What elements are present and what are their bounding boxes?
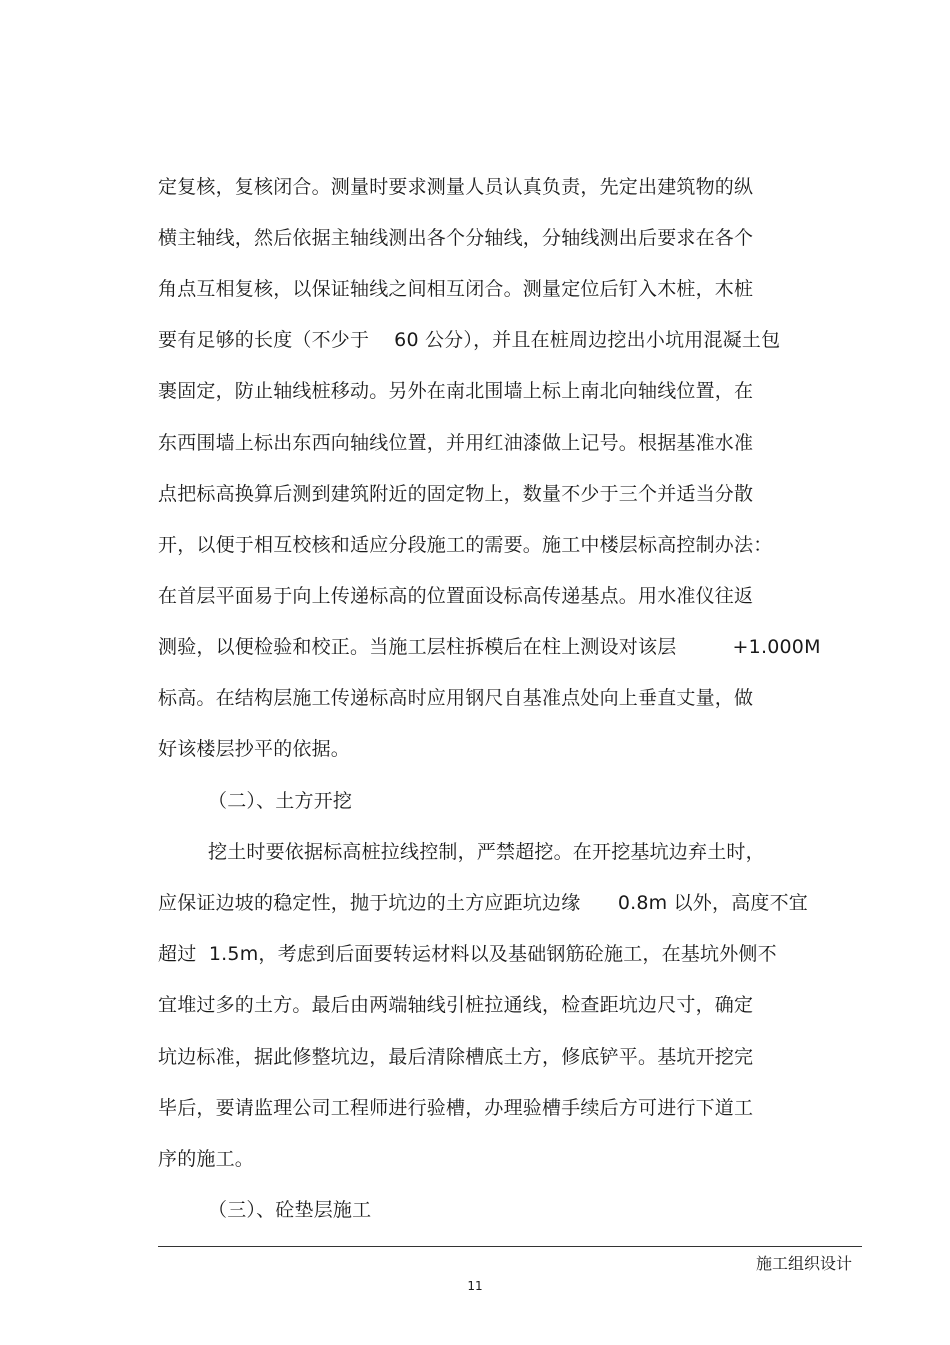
footer-document-title: 施工组织设计 <box>755 1254 852 1273</box>
page-number: 11 <box>467 1279 483 1293</box>
body-text-line: 测验，以便检验和校正。当施工层柱拆模后在柱上测设对该层 +1.000M <box>158 636 821 658</box>
paragraph-first-line: 挖土时要依据标高桩拉线控制，严禁超挖。在开挖基坑边弃土时， <box>208 841 765 863</box>
footer-divider <box>158 1246 862 1247</box>
body-text-line: 序的施工。 <box>158 1148 255 1170</box>
body-text-line: 在首层平面易于向上传递标高的位置面设标高传递基点。用水准仪往返 <box>158 585 754 607</box>
section-heading: （三）、砼垫层施工 <box>208 1199 372 1221</box>
body-text-line: 坑边标准，据此修整坑边，最后清除槽底土方，修底铲平。基坑开挖完 <box>158 1046 754 1068</box>
body-text-line: 开，以便于相互校核和适应分段施工的需要。施工中楼层标高控制办法： <box>158 534 773 556</box>
body-text-line: 定复核，复核闭合。测量时要求测量人员认真负责，先定出建筑物的纵 <box>158 176 754 198</box>
body-text-line: 横主轴线，然后依据主轴线测出各个分轴线，分轴线测出后要求在各个 <box>158 227 754 249</box>
body-text-line: 毕后，要请监理公司工程师进行验槽，办理验槽手续后方可进行下道工 <box>158 1097 754 1119</box>
body-text-line: 标高。在结构层施工传递标高时应用钢尺自基准点处向上垂直丈量，做 <box>158 687 754 709</box>
body-text-line: 超过 1.5m，考虑到后面要转运材料以及基础钢筋砼施工，在基坑外侧不 <box>158 943 777 965</box>
body-text-line: 应保证边坡的稳定性，抛于坑边的土方应距坑边缘 0.8m 以外，高度不宜 <box>158 892 809 914</box>
body-text-line: 点把标高换算后测到建筑附近的固定物上，数量不少于三个并适当分散 <box>158 483 754 505</box>
body-text-line: 角点互相复核，以保证轴线之间相互闭合。测量定位后钉入木桩，木桩 <box>158 278 754 300</box>
section-heading: （二）、土方开挖 <box>208 790 353 812</box>
body-text-line: 好该楼层抄平的依据。 <box>158 738 351 760</box>
body-text-line: 东西围墙上标出东西向轴线位置，并用红油漆做上记号。根据基准水准 <box>158 432 754 454</box>
body-text-line: 宜堆过多的土方。最后由两端轴线引桩拉通线，检查距坑边尺寸，确定 <box>158 994 754 1016</box>
body-text-line: 要有足够的长度（不少于 60 公分），并且在桩周边挖出小坑用混凝土包 <box>158 329 781 351</box>
body-text-line: 裹固定，防止轴线桩移动。另外在南北围墙上标上南北向轴线位置，在 <box>158 380 754 402</box>
